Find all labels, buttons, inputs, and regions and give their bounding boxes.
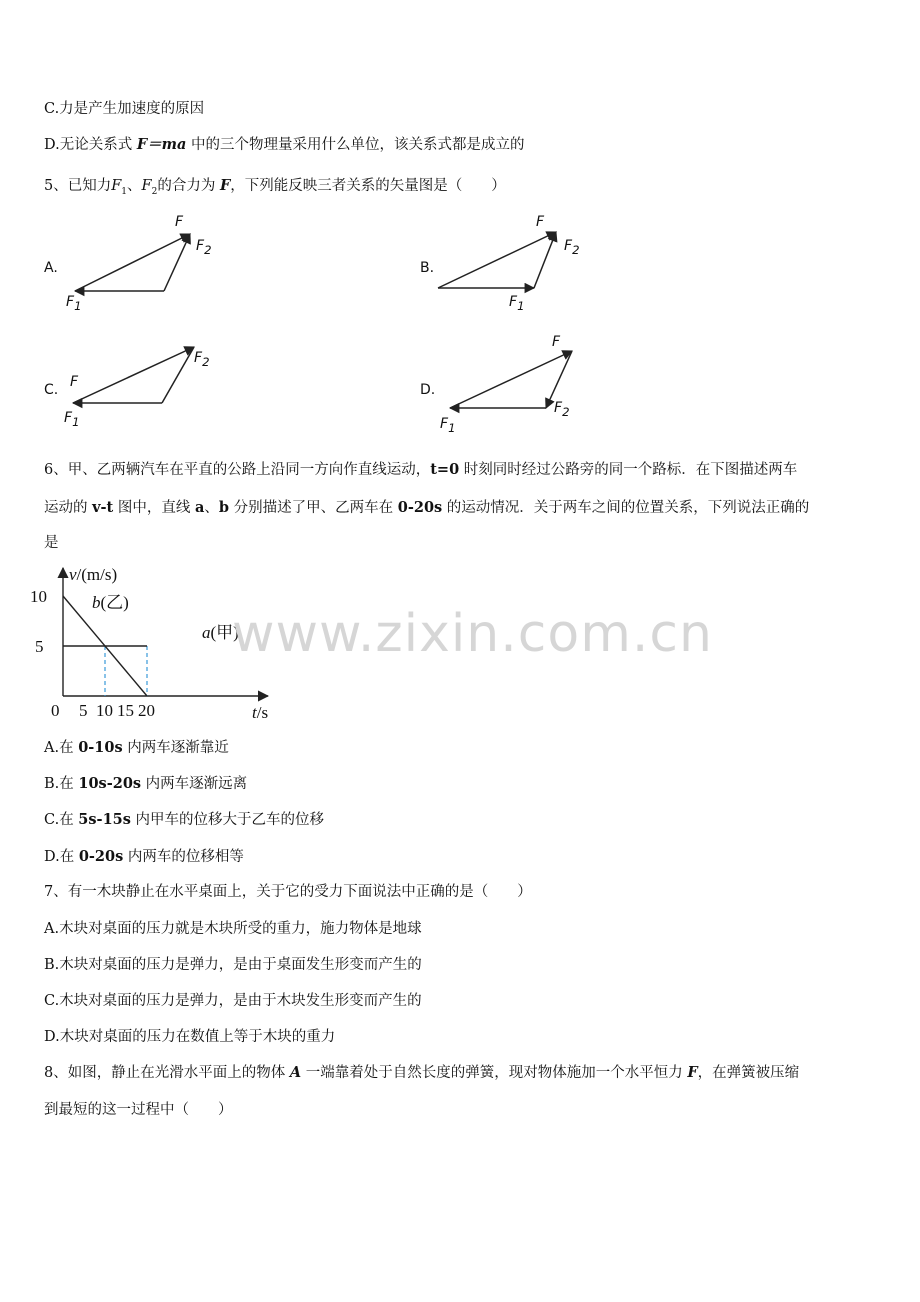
x-tick-label: 15 (117, 701, 134, 720)
option-label: C. (44, 382, 59, 398)
y-axis-label: v/(m/s) (69, 565, 118, 584)
q4-option-c: C.力是产生加速度的原因 (44, 101, 205, 117)
q6-option-b: B.在 10s-20s 内两车逐渐远离 (44, 775, 248, 792)
q8-stem-line2: 到最短的这一过程中（ ） (44, 1102, 233, 1118)
watermark: www.zixin.com.cn (232, 604, 713, 664)
q6-stem-line1: 6、甲、乙两辆汽车在平直的公路上沿同一方向作直线运动，t=0 时刻同时经过公路旁的同一个路标．在下图描述两车 (44, 461, 798, 478)
x-axis-label: t/s (252, 703, 269, 722)
q7-option-d: D.木块对桌面的压力在数值上等于木块的重力 (44, 1029, 336, 1045)
q5-stem: 5、已知力$F_1$、$F_2$的合力为 F，下列能反映三者关系的矢量图是（ ） (44, 177, 506, 197)
q7-option-b: B.木块对桌面的压力是弹力，是由于桌面发生形变而产生的 (44, 957, 422, 973)
q5-option-b: B. F $F_2$ $F_1$ (420, 212, 640, 327)
q5-option-c: C. F $F_2$ $F_1$ (44, 336, 264, 441)
q5-option-a: A. F $F_2$ $F_1$ (44, 212, 244, 327)
q7-stem: 7、有一木块静止在水平桌面上，关于它的受力下面说法中正确的是（ ） (44, 884, 532, 900)
q5-option-d: D. F $F_2$ $F_1$ (420, 332, 640, 444)
x-tick-label: 10 (96, 701, 113, 720)
series-label-b: b(乙) (92, 593, 129, 612)
vector-diagram-b (420, 212, 640, 327)
option-label: A. (44, 260, 58, 276)
option-label: B. (420, 260, 435, 276)
q6-stem-line2: 运动的 v-t 图中，直线 a、b 分别描述了甲、乙两车在 0-20s 的运动情况．关于两车之间的位置关系，下列说法正确的 (44, 499, 810, 516)
x-tick-label: 20 (138, 701, 155, 720)
y-tick-label: 5 (35, 637, 44, 656)
q8-stem-line1: 8、如图，静止在光滑水平面上的物体 A 一端靠着处于自然长度的弹簧，现对物体施加一个水平恒力 F，在弹簧被压缩 (44, 1064, 800, 1081)
q6-option-c: C.在 5s-15s 内甲车的位移大于乙车的位移 (44, 811, 325, 828)
series-label-a: a(甲) (202, 623, 239, 642)
x-tick-label: 0 (51, 701, 60, 720)
q4-option-d: D.无论关系式 F＝ma 中的三个物理量采用什么单位，该关系式都是成立的 (44, 136, 525, 153)
x-tick-label: 5 (79, 701, 88, 720)
q7-option-a: A.木块对桌面的压力就是木块所受的重力，施力物体是地球 (44, 921, 422, 937)
q7-option-c: C.木块对桌面的压力是弹力，是由于木块发生形变而产生的 (44, 993, 422, 1009)
y-tick-label: 10 (30, 587, 47, 606)
q6-option-a: A.在 0-10s 内两车逐渐靠近 (44, 739, 229, 756)
q6-option-d: D.在 0-20s 内两车的位移相等 (44, 848, 244, 865)
q6-stem-line3: 是 (44, 535, 59, 551)
option-label: D. (420, 382, 436, 398)
formula: F＝ma (136, 136, 187, 153)
